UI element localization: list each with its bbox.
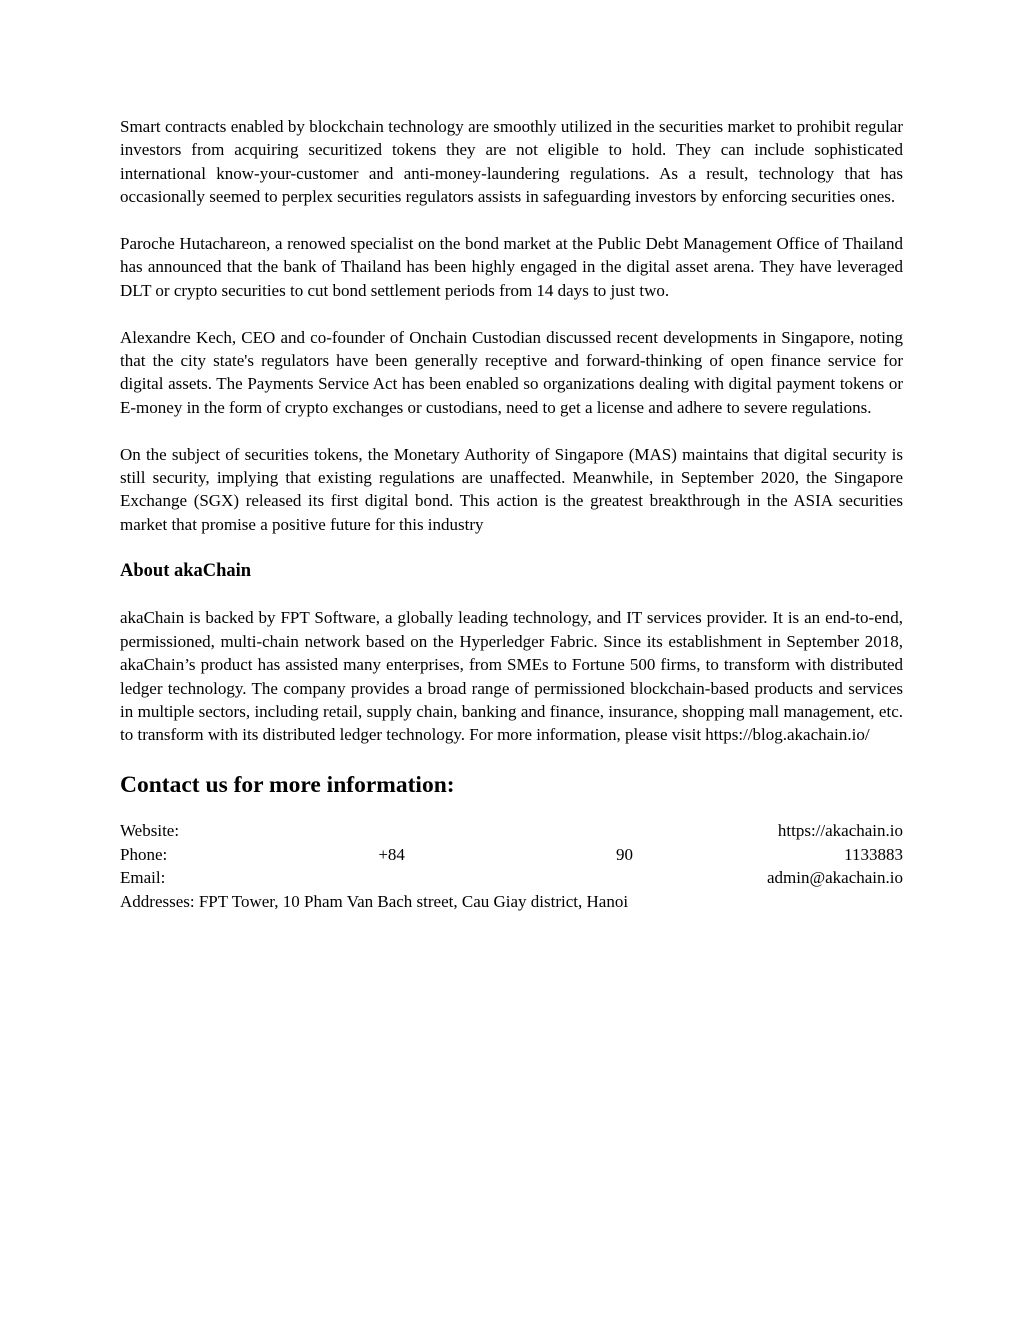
- email-address-link[interactable]: admin@akachain.io: [766, 868, 903, 888]
- addresses-text: Addresses: FPT Tower, 10 Pham Van Bach street, Cau Giay district, Hanoi: [120, 891, 629, 911]
- paragraph-mas-sgx: On the subject of securities tokens, the Monetary Authority of Singapore (MAS) maintains that digital security is still security, implying that existing regulations are unaffected. Meanwhile, in September 2020, the Singapore Exchange (SGX) released its first digital bond. This action is the greatest breakthrough in the ASIA securities market that promise a positive future for this industry: [120, 444, 903, 534]
- phone-label: Phone:: [120, 844, 168, 864]
- email-label: Email:: [120, 868, 166, 888]
- contact-row-addresses: [120, 890, 903, 913]
- about-paragraph: [120, 606, 903, 746]
- paragraph-thailand-bond: Paroche Hutachareon, a renowed specialist on the bond market at the Public Debt Management Office of Thailand has announced that the bank of Thailand has been highly engaged in the digital asset arena. They have leveraged DLT or crypto securities to cut bond settlement periods from 14 days to just two.: [120, 234, 903, 300]
- contact-row-website: [120, 819, 903, 842]
- phone-country-code: +84: [378, 844, 405, 864]
- contact-row-phone: [120, 843, 903, 866]
- phone-number: 1133883: [844, 844, 903, 864]
- contact-row-email: [120, 866, 903, 889]
- contact-heading: Contact us for more information:: [120, 772, 455, 799]
- website-label: Website:: [120, 821, 180, 841]
- about-paragraph-text: akaChain is backed by FPT Software, a globally leading technology, and IT services provider. It is an end-to-end, permissioned, multi-chain network based on the Hyperledger Fabric. Since its establishment in September 2018, akaChain’s product has assisted many enterprises, from SMEs to Fortune 500 firms, to transform with distributed ledger technology. The company provides a broad range of permissioned blockchain-based products and services in multiple sectors, including retail, supply chain, banking and finance, insurance, shopping mall management, etc. to transform with its distributed ledger technology. For more information, please visit: [120, 608, 903, 745]
- blog-url-link[interactable]: https://blog.akachain.io/: [705, 725, 870, 745]
- phone-prefix: 90: [616, 844, 634, 864]
- paragraph-singapore-regulators: Alexandre Kech, CEO and co-founder of Onchain Custodian discussed recent developments in Singapore, noting that the city state's regulators have been generally receptive and forward-thinking of open finance service for digital assets. The Payments Service Act has been enabled so organizations dealing with digital payment tokens or E-money in the form of crypto exchanges or custodians, need to get a license and adhere to severe regulations.: [120, 327, 903, 417]
- website-url-link[interactable]: https://akachain.io: [777, 821, 903, 841]
- about-heading: About akaChain: [120, 560, 252, 581]
- paragraph-smart-contracts: Smart contracts enabled by blockchain technology are smoothly utilized in the securities market to prohibit regular investors from acquiring securitized tokens they are not eligible to hold. They can include sophisticated international know-your-customer and anti-money-laundering regulations. As a result, technology that has occasionally seemed to perplex securities regulators assists in safeguarding investors by enforcing securities ones.: [120, 117, 903, 207]
